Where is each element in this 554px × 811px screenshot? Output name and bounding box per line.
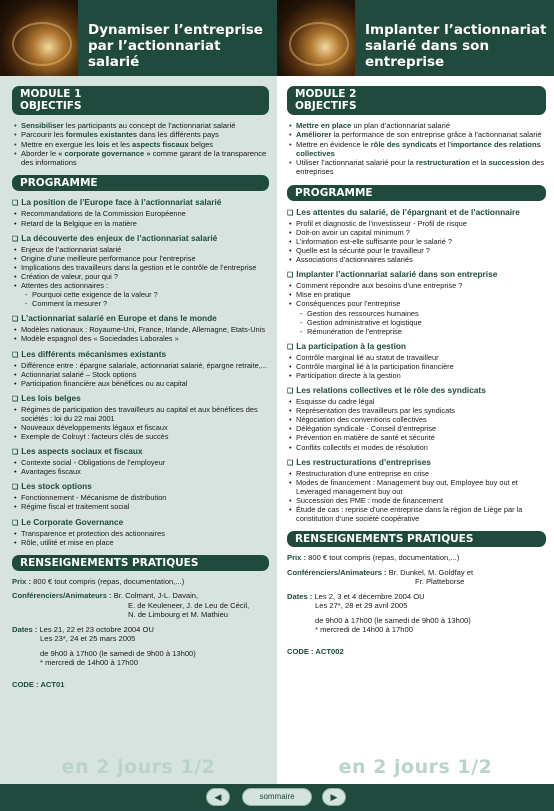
prix-value: 800 € tout compris (repas, documentation,...) [33,576,185,586]
objectifs-list [287,121,546,177]
programme-item: • Transparence et protection des actionnaires [12,529,269,538]
programme-section-items [12,325,269,343]
objectif-item: • Sensibiliser les participants au concept de l’actionnariat salarié [12,121,269,130]
programme-item: • Exemple de Colruyt : facteurs clés de succès [12,432,269,441]
practical-info [287,553,546,656]
conf-line: Br. Dunkel, M. Goldfay et [388,567,474,577]
programme-item: • Attentes des actionnaires : [12,281,269,290]
renseignements-title: RENSEIGNEMENTS PRATIQUES [12,555,269,571]
course-code: CODE : ACT01 [12,679,65,689]
conf-line: N. de Limbourg et M. Mathieu [128,610,229,620]
dates-line: Les 23*, 24 et 25 mars 2005 [40,634,136,644]
programme-item: • Contexte social - Obligations de l’employeur [12,458,269,467]
programme-title: PROGRAMME [12,175,269,191]
programme-section-heading: ❏ Les aspects sociaux et fiscaux [12,446,269,458]
objectif-item: • Mettre en évidence le rôle des syndicats et l’importance des relations collectives [287,140,546,159]
dates-line: Les 27*, 28 et 29 avril 2005 [315,601,408,611]
dates-label: Dates : [12,624,38,634]
programme-item: • Profil et diagnostic de l’investisseur - Profil de risque [287,219,546,228]
programme-item: • Contrôle marginal lié au statut de travailleur [287,353,546,362]
programme-subitem: - Pourquoi cette exigence de la valeur ? [12,290,269,299]
prix-label: Prix : [287,553,306,563]
conf-line: Br. Colmant, J-L. Davain, [113,591,199,601]
objectifs-title: OBJECTIFS [20,100,82,112]
dates-line: Les 21, 22 et 23 octobre 2004 OU [39,624,154,634]
prix-label: Prix : [12,576,31,586]
programme-item: • Participation financière aux bénéfices ou au capital [12,379,269,388]
programme-subitem: - Rémunération de l’entreprise [287,327,546,336]
programme-list [287,207,546,523]
header-photo [277,0,355,76]
navigation-bar [0,784,554,811]
conf-line: Fr. Platteborse [415,577,465,587]
programme-section-items [12,209,269,227]
programme-item: • Conséquences pour l’entreprise [287,299,546,308]
objectifs-title: OBJECTIFS [295,100,357,112]
programme-item: • Doit-on avoir un capital minimum ? [287,228,546,237]
programme-item: • Comment répondre aux besoins d’une entreprise ? [287,281,546,290]
previous-button[interactable] [206,788,230,806]
module-1-label-box [12,86,269,115]
programme-item: • Avantages fiscaux [12,467,269,476]
programme-item: • Création de valeur, pour qui ? [12,272,269,281]
programme-section-heading: ❏ Le Corporate Governance [12,517,269,529]
programme-item: • Recommandations de la Commission Européenne [12,209,269,218]
programme-section-heading: ❏ L’actionnariat salarié en Europe et dans le monde [12,313,269,325]
programme-item: • Retard de la Belgique en la matière [12,219,269,228]
programme-item: • Contrôle marginal lié à la participation financière [287,362,546,371]
programme-item: • Régime fiscal et traitement social [12,502,269,511]
arrow-right-icon: ▶ [330,792,338,802]
conf-line: E. de Keuleneer, J. de Leu de Cécil, [128,600,250,610]
module-2-column [277,0,554,784]
programme-item: • Conflits collectifs et modes de résolution [287,443,546,452]
programme-section-items [287,281,546,336]
arrow-left-icon: ◀ [214,792,222,802]
programme-item: • Nouveaux développements légaux et fiscaux [12,423,269,432]
programme-section-heading: ❏ La découverte des enjeux de l’actionnariat salarié [12,233,269,245]
module-2-label-box [287,86,546,115]
conf-label: Conférenciers/Animateurs : [287,567,387,577]
programme-section-heading: ❏ Les différents mécanismes existants [12,349,269,361]
dates-line: Les 2, 3 et 4 décembre 2004 OU [314,591,425,601]
header-photo [0,0,78,76]
programme-section-items [12,493,269,511]
programme-section-heading: ❏ Les lois belges [12,393,269,405]
programme-section-items [12,529,269,547]
objectif-item: • Améliorer la performance de son entreprise grâce à l’actionnariat salarié [287,130,546,139]
programme-item: • Régimes de participation des travailleurs au capital et aux bénéfices des sociétés : loi du 22 mai 2001 [12,405,269,423]
module-2-header [277,0,554,76]
module-label: MODULE 1 [20,88,82,100]
programme-section-items [287,397,546,452]
programme-section-heading: ❏ Les attentes du salarié, de l’épargnant et de l’actionnaire [287,207,546,219]
practical-info [12,577,269,690]
programme-item: • Prévention en matière de santé et sécurité [287,433,546,442]
conf-label: Conférenciers/Animateurs : [12,591,112,601]
programme-item: • Esquisse du cadre légal [287,397,546,406]
duration-banner: en 2 jours 1/2 [338,756,493,778]
programme-item: • Succession des PME : mode de financement [287,496,546,505]
programme-section-items [287,353,546,380]
programme-item: • Origine d’une meilleure performance pour l’entreprise [12,254,269,263]
programme-item: • Modèles nationaux : Royaume-Uni, France, Irlande, Allemagne, Etats-Unis [12,325,269,334]
programme-item: • L’information est-elle suffisante pour le salarié ? [287,237,546,246]
programme-section-heading: ❏ La position de l’Europe face à l’actionnariat salarié [12,197,269,209]
programme-title: PROGRAMME [287,185,546,201]
programme-item: • Représentation des travailleurs par les syndicats [287,406,546,415]
programme-section-heading: ❏ La participation à la gestion [287,341,546,353]
programme-subitem: - Comment la mesurer ? [12,299,269,308]
programme-item: • Associations d’actionnaires salariés [287,255,546,264]
objectif-item: • Mettre en place un plan d’actionnariat salarié [287,121,546,130]
sommaire-button[interactable]: sommaire [242,788,312,806]
programme-list [12,197,269,546]
module-1-header [0,0,277,76]
programme-item: • Négociation des conventions collectives [287,415,546,424]
programme-section-items [287,219,546,264]
programme-item: • Actionnariat salarié – Stock options [12,370,269,379]
programme-item: • Quelle est la sécurité pour le travailleur ? [287,246,546,255]
next-button[interactable] [322,788,346,806]
programme-section-items [12,458,269,476]
renseignements-title: RENSEIGNEMENTS PRATIQUES [287,531,546,547]
horaire: de 9h00 à 17h00 (le samedi de 9h00 à 13h00) [315,615,471,625]
programme-subitem: - Gestion administrative et logistique [287,318,546,327]
mercredi-note: * mercredi de 14h00 à 17h00 [40,658,138,668]
programme-item: • Différence entre : épargne salariale, actionnariat salarié, épargne retraite,... [12,361,269,370]
programme-item: • Restructuration d’une entreprise en crise [287,469,546,478]
programme-item: • Rôle, utilité et mise en place [12,538,269,547]
programme-section-items [287,469,546,524]
programme-item: • Modes de financement : Management buy out, Employee buy out et Leveraged management buy out [287,478,546,496]
programme-section-heading: ❏ Les relations collectives et le rôle des syndicats [287,385,546,397]
objectif-item: • Utiliser l’actionnariat salarié pour la restructuration et la succession des entreprises [287,158,546,177]
programme-item: • Modèle espagnol des « Sociedades Laborales » [12,334,269,343]
programme-item: • Étude de cas : reprise d’une entreprise dans la région de Liège par la constitution d’une société coopérative [287,505,546,523]
module-1-column [0,0,277,784]
prix-value: 800 € tout compris (repas, documentation,...) [308,553,460,563]
programme-section-items [12,245,269,309]
objectifs-list [12,121,269,167]
programme-subitem: - Gestion des ressources humaines [287,309,546,318]
programme-section-items [12,361,269,388]
programme-item: • Enjeux de l’actionnariat salarié [12,245,269,254]
programme-item: • Délégation syndicale - Conseil d’entreprise [287,424,546,433]
module-2-title: Implanter l’actionnariat salarié dans son entreprise [365,22,547,70]
programme-section-heading: ❏ Implanter l’actionnariat salarié dans son entreprise [287,269,546,281]
duration-banner: en 2 jours 1/2 [61,756,216,778]
course-code: CODE : ACT002 [287,646,344,656]
programme-section-heading: ❏ Les stock options [12,481,269,493]
dates-label: Dates : [287,591,313,601]
horaire: de 9h00 à 17h00 (le samedi de 9h00 à 13h00) [40,648,196,658]
mercredi-note: * mercredi de 14h00 à 17h00 [315,625,413,635]
programme-item: • Implications des travailleurs dans la gestion et le contrôle de l’entreprise [12,263,269,272]
programme-item: • Fonctionnement - Mécanisme de distribution [12,493,269,502]
programme-item: • Mise en pratique [287,290,546,299]
module-1-title: Dynamiser l’entreprise par l’actionnariat salarié [88,22,263,70]
module-label: MODULE 2 [295,88,357,100]
programme-item: • Participation directe à la gestion [287,371,546,380]
programme-section-heading: ❏ Les restructurations d’entreprises [287,457,546,469]
programme-section-items [12,405,269,441]
objectif-item: • Mettre en exergue les lois et les aspects fiscaux belges [12,140,269,149]
objectif-item: • Parcourir les formules existantes dans les différents pays [12,130,269,139]
objectif-item: • Aborder le « corporate governance » comme garant de la transparence des informations [12,149,269,168]
